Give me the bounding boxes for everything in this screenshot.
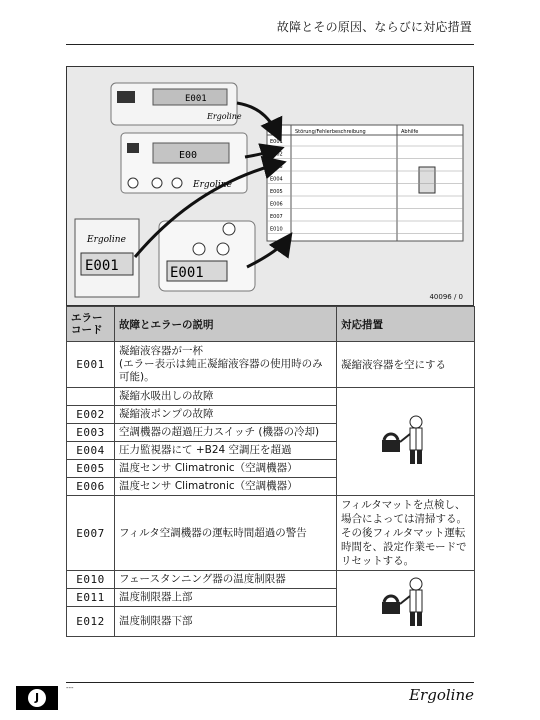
error-code: E001 bbox=[67, 342, 115, 388]
error-description: 温度制限器下部 bbox=[115, 607, 337, 637]
error-table bbox=[66, 306, 475, 637]
inset-error-code: E001 bbox=[270, 139, 283, 145]
error-code: E006 bbox=[67, 478, 115, 496]
lcd-small-1: E001 bbox=[185, 94, 207, 104]
figure-illustration bbox=[67, 67, 474, 306]
control-panel-top bbox=[111, 83, 242, 125]
control-panel-bottom-left bbox=[75, 219, 139, 297]
col-header-code: エラー コード bbox=[67, 307, 115, 342]
error-code bbox=[67, 388, 115, 406]
error-code: E004 bbox=[67, 442, 115, 460]
lcd-small-2: E00 bbox=[179, 150, 198, 161]
brand-logo: Ergoline bbox=[409, 686, 474, 704]
inset-error-code: E002 bbox=[270, 151, 283, 158]
error-action: フィルタマットを点検し、場合によっては清掃する。その後フィルタマット運転時間を、設定作業モードでリセットする。 bbox=[337, 496, 475, 571]
service-icon-cell bbox=[337, 388, 475, 496]
error-action: 凝縮液容器を空にする bbox=[337, 342, 475, 388]
error-code: E003 bbox=[67, 424, 115, 442]
error-description: 凝縮液容器が一杯 (エラー表示は純正凝縮液容器の使用時のみ可能)。 bbox=[115, 342, 337, 388]
table-header-row bbox=[67, 307, 475, 342]
inset-error-code: E006 bbox=[270, 201, 283, 208]
inset-error-code: E004 bbox=[270, 176, 283, 183]
error-code: E002 bbox=[67, 406, 115, 424]
table-row bbox=[67, 496, 475, 571]
lcd-big-2: E001 bbox=[170, 265, 204, 281]
footer-divider bbox=[66, 682, 474, 683]
error-code: E007 bbox=[67, 496, 115, 571]
service-technician-phone-icon bbox=[378, 576, 434, 628]
error-description: 温度制限器上部 bbox=[115, 589, 337, 607]
inset-error-code: E010 bbox=[270, 226, 283, 233]
page-title: 故障とその原因、ならびに対応措置 bbox=[276, 20, 472, 34]
svg-text:Ergoline: Ergoline bbox=[207, 112, 242, 121]
error-description: 空調機器の超過圧力スイッチ (機器の冷却) bbox=[115, 424, 337, 442]
error-description: 凝縮液ポンプの故障 bbox=[115, 406, 337, 424]
page-letter: J bbox=[28, 689, 46, 707]
error-description: 温度センサ Climatronic（空調機器） bbox=[115, 460, 337, 478]
error-description: 温度センサ Climatronic（空調機器） bbox=[115, 478, 337, 496]
svg-text:Störung/Fehlerbeschreibung: Störung/Fehlerbeschreibung bbox=[295, 129, 366, 135]
service-icon-cell bbox=[337, 571, 475, 637]
lcd-big-1: E001 bbox=[85, 258, 119, 274]
svg-text:Code: Code bbox=[269, 129, 282, 135]
error-description: 圧力監視器にて +B24 空調圧を超過 bbox=[115, 442, 337, 460]
service-technician-phone-icon bbox=[378, 414, 434, 466]
error-code: E005 bbox=[67, 460, 115, 478]
inset-error-code: E007 bbox=[270, 214, 283, 220]
col-header-action: 対応措置 bbox=[337, 307, 475, 342]
control-panel-bottom-right bbox=[159, 221, 255, 291]
svg-text:Ergoline: Ergoline bbox=[193, 180, 232, 190]
page-number: --- bbox=[66, 684, 74, 692]
svg-text:Abhilfe: Abhilfe bbox=[401, 129, 419, 135]
col-header-description: 故障とエラーの説明 bbox=[115, 307, 337, 342]
inset-error-table bbox=[267, 125, 463, 241]
table-row bbox=[67, 342, 475, 388]
error-code: E011 bbox=[67, 589, 115, 607]
error-description: 凝縮水吸出しの故障 bbox=[115, 388, 337, 406]
error-description: フィルタ空調機器の運転時間超過の警告 bbox=[115, 496, 337, 571]
table-row bbox=[67, 571, 475, 589]
figure-code: 40096 / 0 bbox=[429, 293, 463, 301]
display-figure bbox=[66, 66, 474, 306]
error-description: フェースタンニング器の温度制限器 bbox=[115, 571, 337, 589]
inset-error-code: E003 bbox=[270, 164, 283, 170]
error-code: E012 bbox=[67, 607, 115, 637]
header-divider bbox=[66, 44, 474, 45]
table-row bbox=[67, 388, 475, 406]
svg-text:Ergoline: Ergoline bbox=[87, 235, 126, 245]
inset-error-code: E005 bbox=[270, 189, 283, 195]
error-code: E010 bbox=[67, 571, 115, 589]
